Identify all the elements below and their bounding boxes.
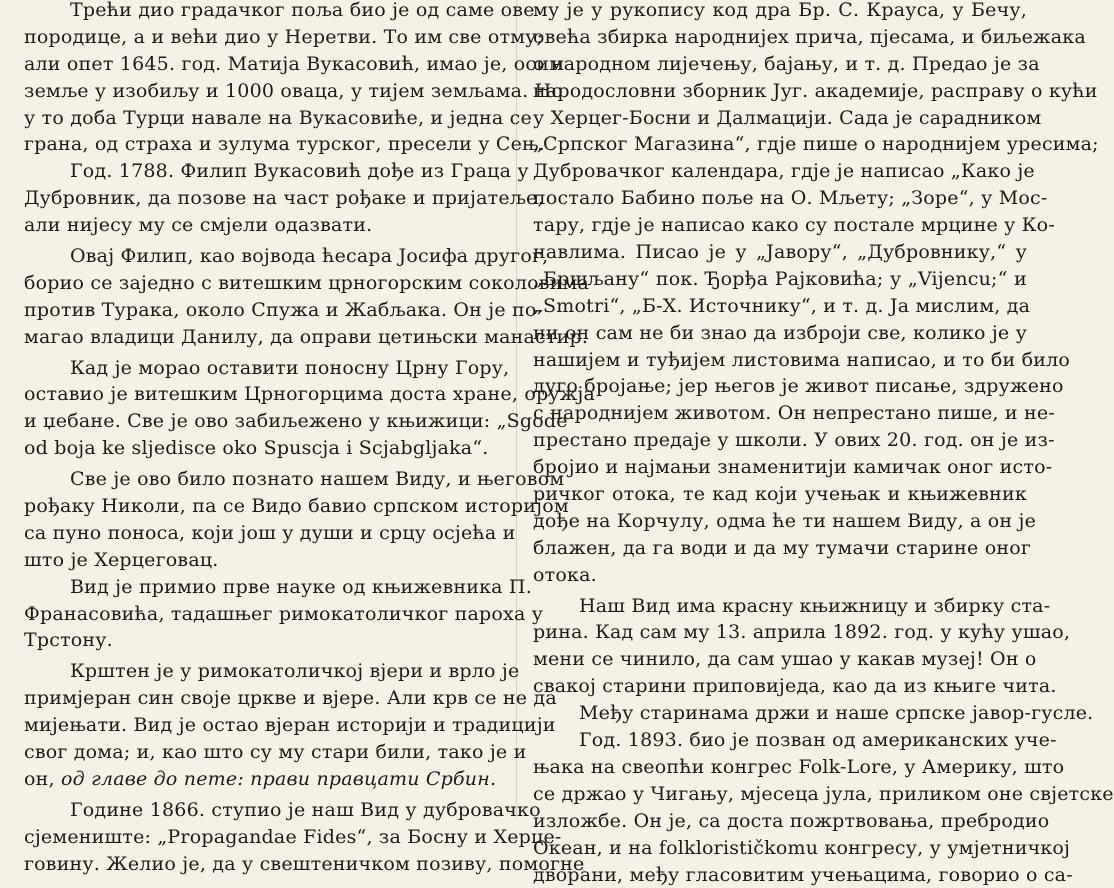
text-line-content: борио се заједно с витешким црногорским соколовима	[24, 272, 589, 294]
text-line	[533, 808, 1027, 835]
text-line	[533, 562, 1027, 589]
text-line	[533, 212, 1027, 239]
text-line-content: грана, од страха и зулума турског, пресели у Сењ.	[24, 133, 545, 155]
text-line	[533, 754, 1027, 781]
text-line-content: њака на свеопћи конгрес Folk-Lore, у Америку, што	[533, 756, 1064, 778]
text-line	[533, 619, 1027, 646]
text-line-content: се држао у Чигању, мјесеца јула, приликом оне свјетске	[533, 783, 1114, 805]
text-line	[24, 243, 502, 270]
text-line	[24, 466, 502, 493]
text-line	[533, 400, 1027, 427]
text-line	[533, 239, 1027, 266]
text-line	[533, 0, 1027, 24]
text-line	[24, 712, 502, 739]
right-column	[533, 0, 1027, 888]
text-line	[24, 297, 502, 324]
text-line-content: изложбе. Он је, са доста пожртвовања, пребродио	[533, 810, 1049, 832]
text-line-content: дође на Корчулу, одма ће ти нашем Виду, а он је	[533, 510, 1036, 532]
text-line	[533, 593, 1027, 620]
text-line	[533, 266, 1027, 293]
text-line-content: и џебане. Све је ово забиљежено у књижици: „Sgode	[24, 410, 568, 432]
text-line	[533, 131, 1027, 158]
text-line-content: Трстону.	[24, 629, 113, 651]
text-line	[24, 547, 502, 574]
text-line	[24, 185, 502, 212]
text-line-content: Дубровачког календара, гдје је написао „Како је	[533, 160, 1035, 182]
text-line	[24, 355, 502, 382]
text-line-content: дуго бројање; јер његов је живот писање, здружено	[533, 375, 1064, 397]
text-line-content: дворани, међу гласовитим учењацима, говорио о са-	[533, 864, 1073, 886]
text-line	[24, 520, 502, 547]
text-line-content: примјеран син своје цркве и вјере. Али крв се не да	[24, 687, 557, 709]
text-line-content: свог дома; и, као што су му стари били, тако је и	[24, 741, 526, 763]
text-line	[533, 158, 1027, 185]
text-line-content: он,	[24, 768, 61, 790]
text-line-content: блажен, да га води и да му тумачи старине оног	[533, 537, 1031, 559]
text-line-content: сјемениште: „Propagandae Fides“, за Босну и Херце-	[24, 826, 562, 848]
text-line	[533, 481, 1027, 508]
text-line	[24, 493, 502, 520]
text-line	[533, 24, 1027, 51]
text-line	[24, 574, 502, 601]
text-line-content: породице, а и већи дио у Неретви. То им све отму;	[24, 26, 543, 48]
left-column	[24, 0, 502, 878]
text-line	[24, 212, 502, 239]
text-line	[533, 535, 1027, 562]
text-line	[533, 185, 1027, 212]
text-line-content: у Херцег-Босни и Далмацији. Сада је сарадником	[533, 107, 1041, 129]
text-line	[24, 78, 502, 105]
text-line-content: Кад је морао оставити поносну Црну Гору,	[70, 357, 509, 379]
text-line-content: ни он сам не би знао да изброји све, колико је у	[533, 322, 1027, 344]
text-line	[24, 51, 502, 78]
text-line-content: ричког отока, те кад који учењак и књижевник	[533, 483, 1027, 505]
text-line-content: престано предаје у школи. У ових 20. год. он је из-	[533, 429, 1055, 451]
text-line-content: Наш Вид има красну књижницу и збирку ста-	[579, 595, 1050, 617]
text-line-content: земље у изобиљу и 1000 оваца, у тијем земљама. Но	[24, 80, 563, 102]
text-line-content: „Бршљану“ пок. Ђорђа Рајковића; у „Vijencu;“ и	[533, 268, 1027, 290]
text-line-content: рина. Кад сам му 13. априла 1892. год. у кућу ушао,	[533, 621, 1070, 643]
text-line	[24, 627, 502, 654]
text-line-content: Вид је примио прве науке од књижевника П.	[70, 576, 532, 598]
text-line	[24, 0, 502, 24]
text-line-content: отока.	[533, 564, 597, 586]
text-line	[533, 78, 1027, 105]
text-line	[24, 105, 502, 132]
text-line	[533, 454, 1027, 481]
text-line	[533, 862, 1027, 888]
text-line-content: Овај Филип, као војвода ћесара Јосифа другог,	[70, 245, 548, 267]
text-line-content: Франасовића, тадашњег римокатоличког пароха у	[24, 603, 543, 625]
text-line	[533, 320, 1027, 347]
text-line	[24, 739, 502, 766]
text-line-content: у то доба Турци навале на Вукасовиће, и једна се	[24, 107, 532, 129]
text-line	[533, 51, 1027, 78]
text-line	[533, 373, 1027, 400]
text-line-content: постало Бабино поље на О. Мљету; „Зоре“, у Мос-	[533, 187, 1048, 209]
text-line-content: о народном лијечењу, бајању, и т. д. Предао је за	[533, 53, 1040, 75]
text-line-content: али нијесу му се смјели одазвати.	[24, 214, 372, 236]
text-line-content: od boja ke sljedisce oko Spuscja i Scjabgljaka“.	[24, 437, 488, 459]
text-line	[533, 347, 1027, 374]
text-line-content: мени се чинило, да сам ушао у какав музеј! Он о	[533, 648, 1037, 670]
text-line	[24, 601, 502, 628]
text-line-content: му је у рукопису код дра Бр. С. Крауса, у Бечу,	[533, 0, 1027, 21]
text-line-content: нашијем и туђијем листовима написао, и то би било	[533, 349, 1070, 371]
text-line-content: „Српског Магазина“, гдје пише о народнијем уресима;	[533, 133, 1099, 155]
text-line-content: против Турака, около Спужа и Жабљака. Он је по-	[24, 299, 543, 321]
text-line	[533, 646, 1027, 673]
text-line	[533, 700, 1027, 727]
italic-text: од главе до пете: прави правцати Србин.	[61, 768, 496, 790]
text-line-content: навлима. Писао је у „Јавору“, „Дубровнику,“ у	[533, 241, 1027, 263]
text-line	[24, 24, 502, 51]
text-line-content: али опет 1645. год. Матија Вукасовић, имао је, осим	[24, 53, 564, 75]
text-line	[24, 824, 502, 851]
text-line	[24, 270, 502, 297]
text-line	[533, 293, 1027, 320]
text-line-content: Трећи дио градачког поља био је од саме ове	[70, 0, 535, 21]
text-line-content: „Smotri“, „Б-Х. Источнику“, и т. д. Ја мислим, да	[533, 295, 1030, 317]
text-line-content: овећа збирка народнијех прича, пјесама, и биљежака	[533, 26, 1086, 48]
text-line	[24, 324, 502, 351]
text-line-content: Дубровник, да позове на част рођаке и пријатеље,	[24, 187, 544, 209]
text-line-content: оставио је витешким Црногорцима доста хране, оружја	[24, 383, 595, 405]
text-line	[24, 766, 502, 793]
text-line-content: Међу старинама држи и наше српске јавор-гусле.	[579, 702, 1093, 724]
text-line-content: бројио и најмањи знаменитији камичак оног исто-	[533, 456, 1052, 478]
text-line	[24, 435, 502, 462]
text-line-content: мијењати. Вид је остао вјеран историји и традицији	[24, 714, 556, 736]
text-line	[533, 727, 1027, 754]
text-line-content: тару, гдје је написао како су постале мрцине у Ко-	[533, 214, 1055, 236]
text-line	[24, 851, 502, 878]
text-line	[24, 381, 502, 408]
text-line	[24, 131, 502, 158]
text-line	[533, 781, 1027, 808]
text-line	[24, 408, 502, 435]
text-line	[533, 508, 1027, 535]
text-line-content: магао владици Данилу, да оправи цетињски манастир.	[24, 326, 588, 348]
text-line-content: рођаку Николи, па се Видо бавио српском историјом	[24, 495, 569, 517]
text-line-content: Крштен је у римокатоличкој вјери и врло је	[70, 660, 519, 682]
text-line	[24, 797, 502, 824]
text-line-content: свакој старини приповиједа, као да из књиге чита.	[533, 675, 1057, 697]
text-line	[24, 685, 502, 712]
text-line-content: говину. Желио је, да у свештеничком позиву, помогне	[24, 853, 584, 875]
text-line-content: Све је ово било познато нашем Виду, и његовом	[70, 468, 564, 490]
text-line	[24, 658, 502, 685]
text-line-content: Године 1866. ступио је наш Вид у дубровачко	[70, 799, 541, 821]
text-line-content: са пуно поноса, који још у души и срцу осјећа и	[24, 522, 515, 544]
text-line	[24, 158, 502, 185]
text-line-content: Океан, и на folklorističkomu конгресу, у умјетничкој	[533, 837, 1070, 859]
text-line	[533, 673, 1027, 700]
text-line	[533, 835, 1027, 862]
text-line-content: с народнијем животом. Он непрестано пише, и не-	[533, 402, 1055, 424]
text-line	[533, 105, 1027, 132]
text-line-content: Год. 1893. био је позван од американских уче-	[579, 729, 1057, 751]
text-line-content: Год. 1788. Филип Вукасовић дође из Граца у	[70, 160, 529, 182]
text-line	[533, 427, 1027, 454]
text-line-content: што је Херцеговац.	[24, 549, 219, 571]
text-line-content: народословни зборник Југ. академије, расправу о кући	[533, 80, 1098, 102]
